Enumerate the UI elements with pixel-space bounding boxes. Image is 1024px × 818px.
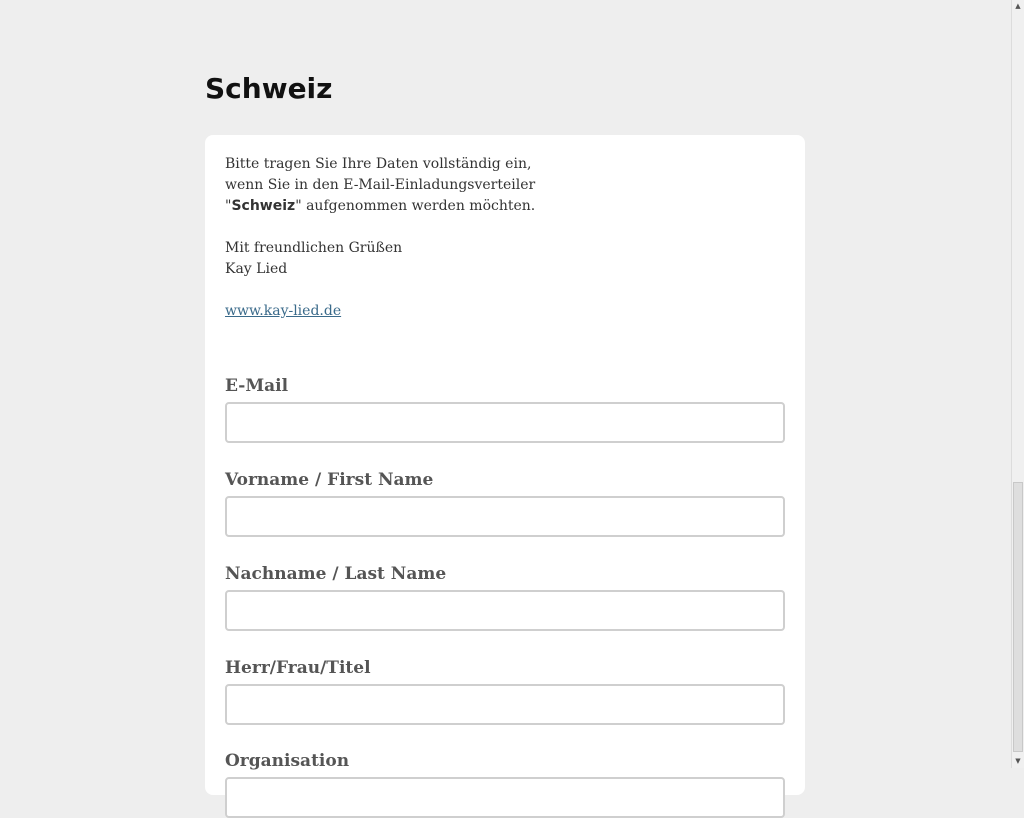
- last-name-field-group: [225, 563, 785, 631]
- intro-line-2: wenn Sie in den E-Mail-Einladungsverteiler: [225, 177, 536, 193]
- signup-card: [205, 135, 805, 795]
- arrow-down-icon[interactable]: ▼: [1015, 757, 1021, 765]
- last-name-field[interactable]: [225, 590, 785, 631]
- vertical-scrollbar[interactable]: [1011, 0, 1024, 768]
- arrow-up-icon[interactable]: ▲: [1015, 2, 1021, 10]
- first-name-field-group: [225, 469, 785, 537]
- intro-line-3: "Schweiz" aufgenommen werden möchten.: [225, 198, 536, 214]
- first-name-label: Vorname / First Name: [225, 470, 434, 490]
- email-label: E-Mail: [225, 376, 289, 396]
- organisation-label: Organisation: [225, 751, 350, 771]
- title-field-group: [225, 657, 785, 725]
- organisation-field[interactable]: [225, 777, 785, 818]
- intro-line-3-suffix: " aufgenommen werden möchten.: [295, 198, 536, 214]
- organisation-field-group: [225, 750, 785, 818]
- list-name: Schweiz: [231, 198, 296, 214]
- last-name-label: Nachname / Last Name: [225, 564, 447, 584]
- email-field[interactable]: [225, 402, 785, 443]
- greeting: Mit freundlichen Grüßen: [225, 240, 403, 256]
- title-label: Herr/Frau/Titel: [225, 658, 371, 678]
- first-name-field[interactable]: [225, 496, 785, 537]
- intro-line-1: Bitte tragen Sie Ihre Daten vollständig ein,: [225, 156, 532, 172]
- page-title: Schweiz: [205, 72, 333, 105]
- intro-text: [225, 154, 785, 322]
- title-field[interactable]: [225, 684, 785, 725]
- scrollbar-thumb[interactable]: [1013, 482, 1023, 752]
- website-link[interactable]: www.kay-lied.de: [225, 303, 342, 319]
- email-field-group: [225, 375, 785, 443]
- signature: Kay Lied: [225, 261, 288, 277]
